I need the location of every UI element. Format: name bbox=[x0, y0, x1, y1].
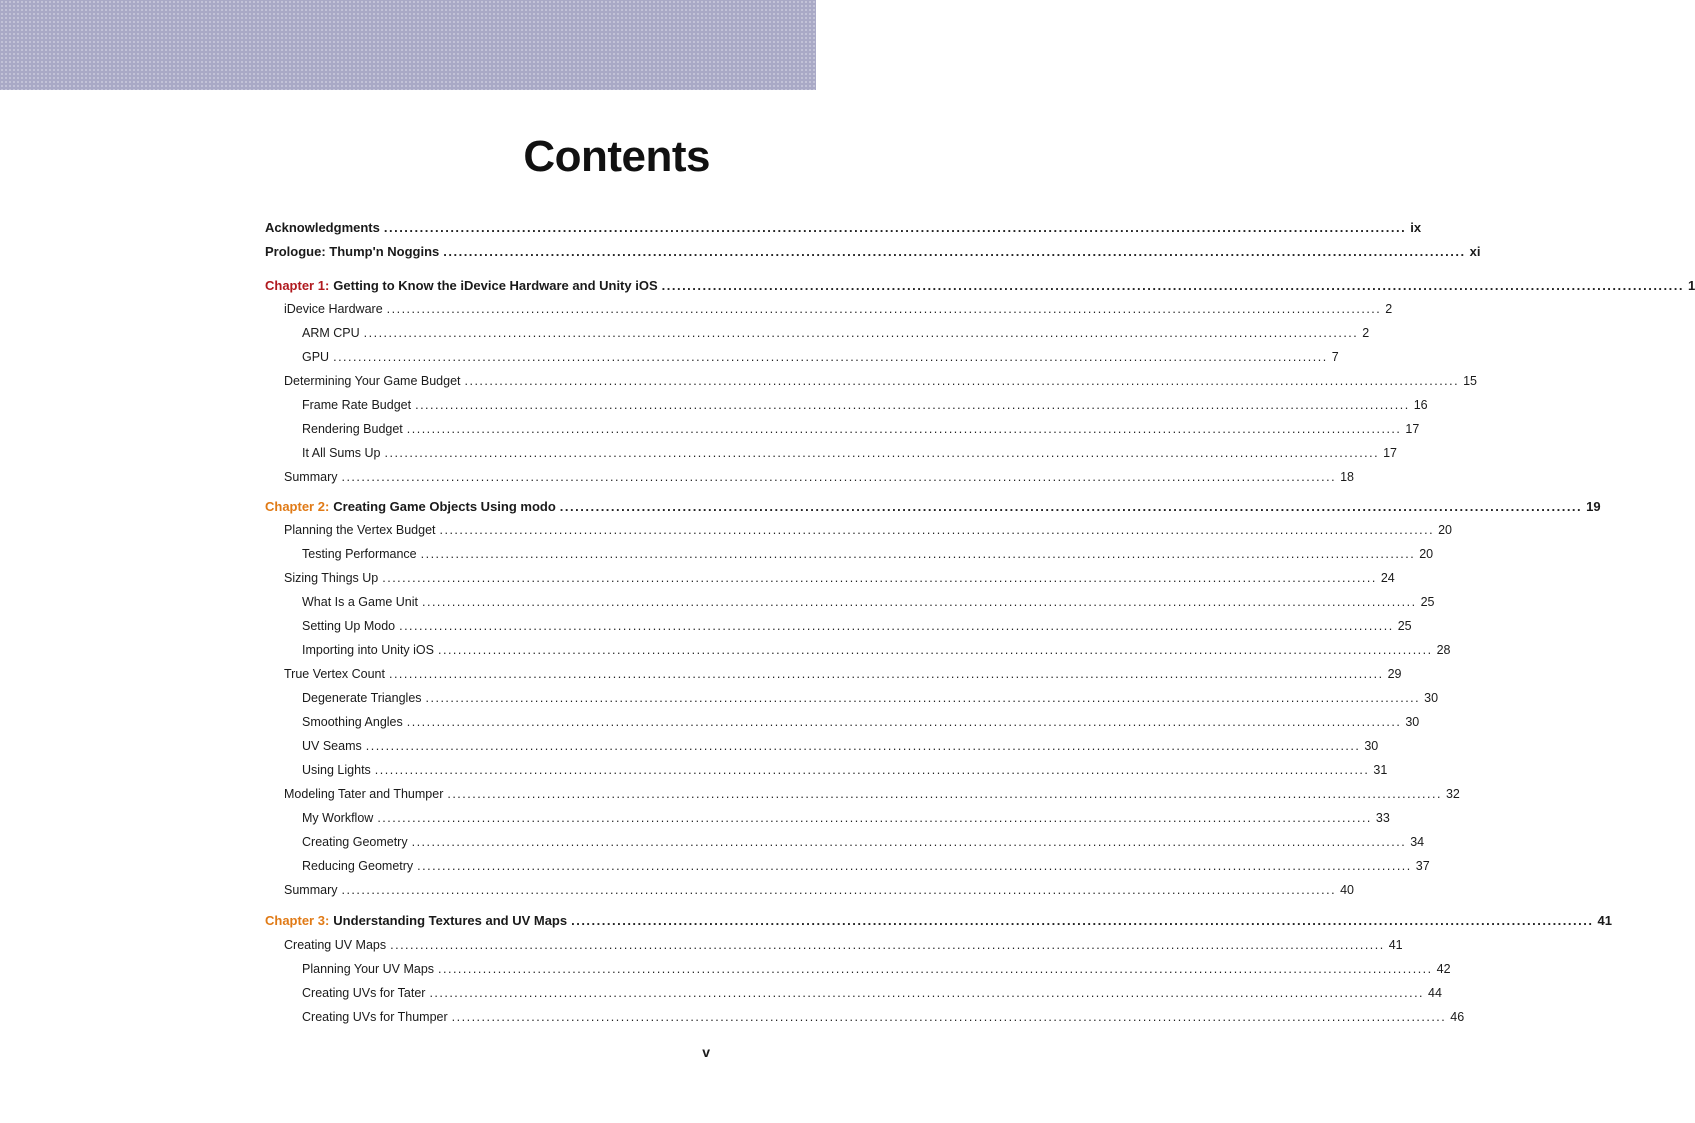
toc-entry-page: 33 bbox=[1375, 811, 1390, 825]
dot-leader: ........................................................................................................................................................................................................ bbox=[365, 739, 1361, 753]
dot-leader: ........................................................................................................................................................................................................ bbox=[399, 619, 1394, 633]
toc-entry-title: Importing into Unity iOS bbox=[302, 643, 434, 657]
toc-entry[interactable] bbox=[265, 326, 1370, 350]
toc-entry[interactable] bbox=[265, 571, 1395, 595]
toc-entry-page: 20 bbox=[1419, 547, 1434, 561]
toc-entry-page: 41 bbox=[1388, 938, 1403, 952]
toc-entry-page: 19 bbox=[1586, 499, 1601, 514]
dot-leader: ........................................................................................................................................................................................................ bbox=[447, 787, 1442, 801]
toc-entry[interactable] bbox=[265, 422, 1420, 446]
toc-entry-page: 29 bbox=[1387, 667, 1402, 681]
toc-entry-title: What Is a Game Unit bbox=[302, 595, 419, 609]
dot-leader: ........................................................................................................................................................................................................ bbox=[415, 398, 1410, 412]
toc-entry-title: Rendering Budget bbox=[302, 422, 403, 436]
toc-entry[interactable] bbox=[265, 811, 1390, 835]
toc-entry-page: 2 bbox=[1385, 302, 1393, 316]
toc-entry-page: 20 bbox=[1438, 523, 1453, 537]
toc-entry-page: 7 bbox=[1331, 350, 1339, 364]
toc-entry-page: 25 bbox=[1420, 595, 1435, 609]
dot-leader: ........................................................................................................................................................................................................ bbox=[464, 374, 1460, 388]
toc-entry-page: 17 bbox=[1405, 422, 1420, 436]
toc-entry-page: 15 bbox=[1463, 374, 1477, 388]
toc-entry-title: UV Seams bbox=[302, 739, 362, 753]
toc-entry-title: Frame Rate Budget bbox=[302, 398, 412, 412]
toc-entry-page: 2 bbox=[1362, 326, 1370, 340]
dot-leader: ........................................................................................................................................................................................................ bbox=[451, 1010, 1447, 1024]
dot-leader: ........................................................................................................................................................................................................ bbox=[384, 446, 1380, 460]
dot-leader: ........................................................................................................................................................................................................ bbox=[390, 938, 1385, 952]
dot-leader: ........................................................................................................................................................................................................ bbox=[571, 913, 1594, 928]
dot-leader: ........................................................................................................................................................................................................ bbox=[420, 547, 1416, 561]
page-title: Contents bbox=[523, 132, 710, 181]
toc-entry-acknowledgments[interactable] bbox=[265, 220, 1422, 244]
toc-entry-title: Planning Your UV Maps bbox=[302, 962, 435, 976]
toc-chapter-2[interactable] bbox=[265, 499, 1601, 523]
toc-entry-page: 40 bbox=[1340, 883, 1354, 897]
toc-entry[interactable] bbox=[265, 446, 1397, 470]
toc-entry-title: ARM CPU bbox=[302, 326, 360, 340]
dot-leader: ........................................................................................................................................................................................................ bbox=[333, 350, 1328, 364]
header-band bbox=[0, 0, 816, 90]
chapter-label: Chapter 3: bbox=[265, 913, 330, 928]
toc-entry-title: Understanding Textures and UV Maps bbox=[333, 913, 568, 928]
toc-entry-page: 30 bbox=[1405, 715, 1420, 729]
toc-entry-page: 28 bbox=[1436, 643, 1451, 657]
toc-entry-title: Summary bbox=[284, 470, 338, 484]
toc-entry-page: 31 bbox=[1373, 763, 1388, 777]
toc-entry-title: Setting Up Modo bbox=[302, 619, 396, 633]
dot-leader: ........................................................................................................................................................................................................ bbox=[438, 962, 1433, 976]
toc-entry-page: 30 bbox=[1424, 691, 1439, 705]
dot-leader: ........................................................................................................................................................................................................ bbox=[661, 278, 1684, 293]
toc-entry-title: Reducing Geometry bbox=[302, 859, 414, 873]
toc-entry-page: 17 bbox=[1383, 446, 1397, 460]
toc-entry-title: Creating Game Objects Using modo bbox=[333, 499, 556, 514]
toc-entry-title: Summary bbox=[284, 883, 338, 897]
toc-entry-page: 46 bbox=[1450, 1010, 1465, 1024]
dot-leader: ........................................................................................................................................................................................................ bbox=[429, 986, 1425, 1000]
toc-chapter-3[interactable] bbox=[265, 913, 1612, 937]
dot-leader: ........................................................................................................................................................................................................ bbox=[386, 302, 1382, 316]
toc-entry-page: 41 bbox=[1597, 913, 1612, 928]
toc-entry[interactable] bbox=[265, 643, 1451, 667]
dot-leader: ........................................................................................................................................................................................................ bbox=[411, 835, 1407, 849]
toc-entry-page: 24 bbox=[1380, 571, 1395, 585]
toc-entry-page: 44 bbox=[1428, 986, 1442, 1000]
toc-entry-title: Smoothing Angles bbox=[302, 715, 403, 729]
toc-entry[interactable] bbox=[265, 547, 1434, 571]
toc-entry-title: Acknowledgments bbox=[265, 220, 380, 235]
dot-leader: ........................................................................................................................................................................................................ bbox=[406, 715, 1402, 729]
dot-leader: ........................................................................................................................................................................................................ bbox=[425, 691, 1421, 705]
toc-entry-title: It All Sums Up bbox=[302, 446, 381, 460]
toc-entry-page: 1 bbox=[1688, 278, 1695, 293]
dot-leader: ........................................................................................................................................................................................................ bbox=[341, 470, 1337, 484]
chapter-label: Chapter 1: bbox=[265, 278, 330, 293]
toc-entry-title: Testing Performance bbox=[302, 547, 417, 561]
toc-entry[interactable] bbox=[265, 962, 1451, 986]
toc-entry-title: Prologue: Thump'n Noggins bbox=[265, 244, 440, 259]
toc-entry[interactable] bbox=[265, 523, 1453, 547]
toc-entry[interactable] bbox=[265, 715, 1420, 739]
toc-entry[interactable] bbox=[265, 859, 1430, 883]
toc-entry-page: xi bbox=[1469, 244, 1481, 259]
toc-entry-title: iDevice Hardware bbox=[284, 302, 383, 316]
toc-entry-page: 32 bbox=[1445, 787, 1460, 801]
toc-entry-title: Creating UV Maps bbox=[284, 938, 387, 952]
dot-leader: ........................................................................................................................................................................................................ bbox=[439, 523, 1435, 537]
toc-entry-page: 37 bbox=[1415, 859, 1430, 873]
dot-leader: ........................................................................................................................................................................................................ bbox=[422, 595, 1417, 609]
toc-entry-title: Getting to Know the iDevice Hardware and Unity iOS bbox=[333, 278, 658, 293]
toc-entry[interactable] bbox=[265, 1010, 1465, 1034]
dot-leader: ........................................................................................................................................................................................................ bbox=[382, 571, 1377, 585]
toc-entry[interactable] bbox=[265, 986, 1442, 1010]
dot-leader: ........................................................................................................................................................................................................ bbox=[388, 667, 1384, 681]
dot-leader: ........................................................................................................................................................................................................ bbox=[443, 244, 1466, 259]
toc-chapter-1[interactable] bbox=[265, 278, 1695, 302]
dot-leader: ........................................................................................................................................................................................................ bbox=[363, 326, 1359, 340]
toc-entry[interactable] bbox=[265, 739, 1379, 763]
toc-entry-page: ix bbox=[1410, 220, 1422, 235]
toc-entry[interactable] bbox=[265, 787, 1460, 811]
toc-entry-title: True Vertex Count bbox=[284, 667, 385, 681]
dot-leader: ........................................................................................................................................................................................................ bbox=[341, 883, 1337, 897]
toc-entry-title: Creating UVs for Thumper bbox=[302, 1010, 448, 1024]
toc-entry-title: GPU bbox=[302, 350, 330, 364]
toc-entry[interactable] bbox=[265, 398, 1428, 422]
toc-entry[interactable] bbox=[265, 691, 1439, 715]
toc-entry-prologue[interactable] bbox=[265, 244, 1481, 268]
toc-entry[interactable] bbox=[265, 938, 1403, 962]
toc-entry-page: 16 bbox=[1413, 398, 1428, 412]
toc-entry-page: 42 bbox=[1436, 962, 1451, 976]
toc-entry[interactable] bbox=[265, 470, 1354, 494]
dot-leader: ........................................................................................................................................................................................................ bbox=[438, 643, 1433, 657]
toc-entry-title: Sizing Things Up bbox=[284, 571, 379, 585]
toc-entry[interactable] bbox=[265, 667, 1402, 691]
toc-entry-title: Creating Geometry bbox=[302, 835, 408, 849]
toc-entry-page: 18 bbox=[1340, 470, 1354, 484]
dot-leader: ........................................................................................................................................................................................................ bbox=[383, 220, 1407, 235]
toc-entry-page: 25 bbox=[1397, 619, 1412, 633]
toc-entry[interactable] bbox=[265, 763, 1388, 787]
toc-entry[interactable] bbox=[265, 302, 1393, 326]
dot-leader: ........................................................................................................................................................................................................ bbox=[559, 499, 1583, 514]
toc-entry-title: Determining Your Game Budget bbox=[284, 374, 461, 388]
toc-entry-title: Planning the Vertex Budget bbox=[284, 523, 436, 537]
toc-entry[interactable] bbox=[265, 835, 1425, 859]
dot-leader: ........................................................................................................................................................................................................ bbox=[417, 859, 1412, 873]
toc-entry-title: Creating UVs for Tater bbox=[302, 986, 426, 1000]
chapter-label: Chapter 2: bbox=[265, 499, 330, 514]
toc-entry-page: 34 bbox=[1410, 835, 1425, 849]
toc-entry-page: 30 bbox=[1364, 739, 1379, 753]
page-number: v bbox=[702, 1044, 710, 1060]
dot-leader: ........................................................................................................................................................................................................ bbox=[406, 422, 1402, 436]
toc-entry-title: Degenerate Triangles bbox=[302, 691, 422, 705]
toc-entry[interactable] bbox=[265, 883, 1354, 907]
toc-entry[interactable] bbox=[265, 350, 1339, 374]
toc-entry-title: My Workflow bbox=[302, 811, 374, 825]
toc-entry[interactable] bbox=[265, 619, 1412, 643]
dot-leader: ........................................................................................................................................................................................................ bbox=[377, 811, 1372, 825]
toc-entry[interactable] bbox=[265, 374, 1477, 398]
toc-entry-title: Modeling Tater and Thumper bbox=[284, 787, 444, 801]
toc-entry[interactable] bbox=[265, 595, 1435, 619]
toc-entry-title: Using Lights bbox=[302, 763, 371, 777]
dot-leader: ........................................................................................................................................................................................................ bbox=[374, 763, 1370, 777]
